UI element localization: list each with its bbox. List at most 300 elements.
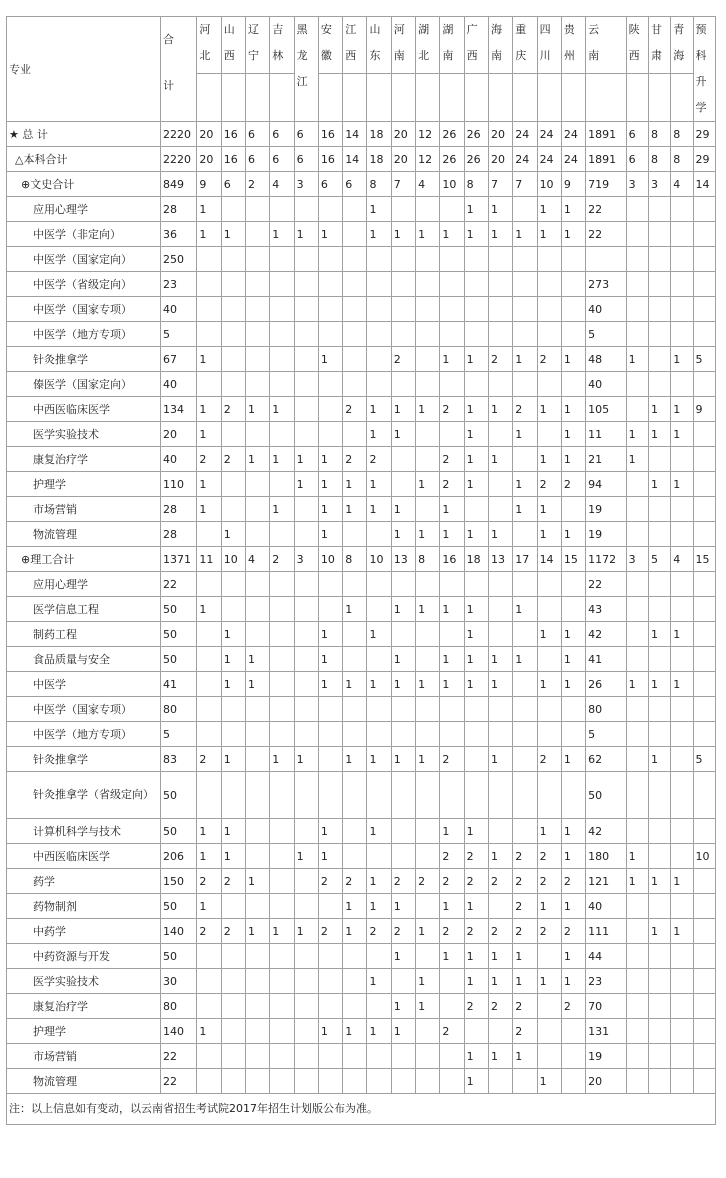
quota-cell: 1 [246, 869, 270, 894]
quota-cell: 1 [464, 647, 488, 672]
quota-cell [626, 597, 648, 622]
quota-cell [197, 1069, 221, 1094]
quota-cell [270, 247, 294, 272]
quota-cell [246, 819, 270, 844]
quota-cell: 1 [416, 672, 440, 697]
table-row [7, 347, 716, 372]
table-row [7, 497, 716, 522]
quota-cell: 2 [488, 347, 512, 372]
table-row [7, 197, 716, 222]
quota-cell [367, 944, 391, 969]
quota-cell: 1 [416, 969, 440, 994]
total-cell: 2220 [160, 147, 196, 172]
quota-cell [648, 994, 670, 1019]
quota-cell [626, 647, 648, 672]
quota-cell: 11 [197, 547, 221, 572]
province-header-char: 科 [695, 49, 707, 62]
quota-cell: 2 [464, 919, 488, 944]
quota-cell: 24 [537, 147, 561, 172]
quota-cell [671, 297, 693, 322]
province-header-char: 山 [369, 23, 381, 36]
quota-cell: 1 [246, 647, 270, 672]
quota-cell: 1 [464, 597, 488, 622]
quota-cell: 2 [416, 869, 440, 894]
table-row [7, 222, 716, 247]
quota-cell: 1 [246, 672, 270, 697]
quota-cell [626, 1019, 648, 1044]
quota-cell [318, 994, 342, 1019]
table-row [7, 322, 716, 347]
quota-cell: 1 [513, 597, 537, 622]
quota-cell [648, 647, 670, 672]
quota-cell: 1 [367, 969, 391, 994]
quota-cell: 1 [416, 919, 440, 944]
quota-cell [488, 272, 512, 297]
quota-cell: 1 [464, 622, 488, 647]
quota-cell: 1 [488, 844, 512, 869]
quota-cell: 1 [318, 819, 342, 844]
quota-cell: 7 [488, 172, 512, 197]
quota-cell: 2 [440, 747, 464, 772]
quota-cell [488, 1069, 512, 1094]
quota-cell: 1 [391, 497, 415, 522]
quota-cell [537, 247, 561, 272]
quota-cell: 1 [367, 222, 391, 247]
quota-cell: 1 [464, 347, 488, 372]
province-header-char: 辽 [248, 23, 259, 36]
quota-cell [488, 572, 512, 597]
quota-cell: 1 [197, 422, 221, 447]
table-row [7, 697, 716, 722]
major-name-cell: 物流管理 [7, 522, 161, 547]
table-row [7, 372, 716, 397]
quota-cell [561, 572, 585, 597]
quota-cell [343, 522, 367, 547]
quota-cell [648, 572, 670, 597]
quota-cell [693, 372, 716, 397]
table-row [7, 547, 716, 572]
major-name-cell: 药学 [7, 869, 161, 894]
total-cell: 28 [160, 497, 196, 522]
quota-cell [626, 522, 648, 547]
quota-cell: 2 [440, 844, 464, 869]
total-cell: 20 [160, 422, 196, 447]
quota-cell [626, 819, 648, 844]
quota-cell [294, 869, 318, 894]
major-name-cell: 中药资源与开发 [7, 944, 161, 969]
quota-cell: 1 [488, 222, 512, 247]
quota-cell: 1 [440, 672, 464, 697]
quota-cell [270, 572, 294, 597]
quota-cell [294, 944, 318, 969]
table-row [7, 597, 716, 622]
quota-cell [343, 994, 367, 1019]
quota-cell: 1 [197, 844, 221, 869]
province-header-char: 四 [539, 23, 551, 36]
quota-cell: 2 [197, 869, 221, 894]
quota-cell: 2 [488, 869, 512, 894]
quota-cell [294, 422, 318, 447]
quota-cell: 1 [537, 819, 561, 844]
quota-cell [221, 1069, 245, 1094]
quota-cell: 1 [221, 819, 245, 844]
quota-cell: 2 [197, 747, 221, 772]
quota-cell: 16 [318, 147, 342, 172]
total-cell: 206 [160, 844, 196, 869]
quota-cell [464, 372, 488, 397]
total-cell: 150 [160, 869, 196, 894]
major-name-cell: 中西医临床医学 [7, 397, 161, 422]
quota-cell: 3 [626, 172, 648, 197]
quota-cell: 1 [416, 994, 440, 1019]
quota-cell: 1 [561, 647, 585, 672]
province-header-char: 安 [320, 23, 332, 36]
quota-cell: 1 [464, 1069, 488, 1094]
province-header-char: 学 [695, 101, 707, 114]
quota-cell [367, 722, 391, 747]
quota-cell [693, 297, 716, 322]
quota-cell [197, 994, 221, 1019]
quota-cell: 1 [318, 647, 342, 672]
quota-cell [671, 994, 693, 1019]
quota-cell: 16 [440, 547, 464, 572]
quota-cell [391, 819, 415, 844]
table-row [7, 844, 716, 869]
quota-cell [197, 297, 221, 322]
quota-cell: 1 [367, 1019, 391, 1044]
quota-cell [318, 247, 342, 272]
quota-cell: 1 [270, 222, 294, 247]
quota-cell: 23 [586, 969, 627, 994]
quota-cell [586, 247, 627, 272]
quota-cell [464, 747, 488, 772]
quota-cell: 2 [513, 994, 537, 1019]
total-column-header [160, 17, 196, 122]
quota-cell [270, 772, 294, 819]
province-column-header [586, 17, 627, 122]
quota-cell: 1 [440, 944, 464, 969]
quota-cell [648, 522, 670, 547]
quota-cell: 2 [464, 994, 488, 1019]
quota-cell [513, 572, 537, 597]
quota-cell [246, 222, 270, 247]
quota-cell [648, 894, 670, 919]
quota-cell [246, 1069, 270, 1094]
quota-cell: 719 [586, 172, 627, 197]
quota-cell: 6 [221, 172, 245, 197]
quota-cell [197, 697, 221, 722]
quota-cell [537, 647, 561, 672]
total-cell: 50 [160, 894, 196, 919]
quota-cell [488, 1019, 512, 1044]
quota-cell: 1 [440, 497, 464, 522]
total-cell: 50 [160, 944, 196, 969]
quota-cell: 1 [294, 222, 318, 247]
province-header-char: 庆 [515, 49, 527, 62]
quota-cell [391, 844, 415, 869]
province-column-header [367, 17, 391, 122]
quota-cell: 1 [391, 944, 415, 969]
quota-cell: 1 [626, 447, 648, 472]
quota-cell [270, 422, 294, 447]
quota-cell: 111 [586, 919, 627, 944]
quota-cell [671, 1019, 693, 1044]
quota-cell [440, 372, 464, 397]
quota-cell [561, 272, 585, 297]
quota-cell: 1 [391, 747, 415, 772]
quota-cell: 273 [586, 272, 627, 297]
quota-cell: 2 [513, 919, 537, 944]
quota-cell [648, 247, 670, 272]
quota-cell [343, 272, 367, 297]
total-cell: 83 [160, 747, 196, 772]
quota-cell [367, 647, 391, 672]
quota-cell [464, 297, 488, 322]
quota-cell: 1 [197, 597, 221, 622]
quota-cell: 1 [391, 647, 415, 672]
total-cell: 50 [160, 622, 196, 647]
quota-cell [318, 722, 342, 747]
quota-cell: 1 [294, 844, 318, 869]
quota-cell: 20 [197, 147, 221, 172]
quota-cell [416, 372, 440, 397]
quota-cell: 1 [513, 944, 537, 969]
quota-cell: 1 [318, 1019, 342, 1044]
quota-cell [318, 944, 342, 969]
quota-cell: 41 [586, 647, 627, 672]
quota-cell: 94 [586, 472, 627, 497]
total-cell: 40 [160, 447, 196, 472]
table-row [7, 272, 716, 297]
quota-cell: 10 [367, 547, 391, 572]
quota-cell: 1 [488, 197, 512, 222]
table-row [7, 472, 716, 497]
quota-cell: 1 [561, 819, 585, 844]
quota-cell [270, 297, 294, 322]
quota-cell: 1 [671, 397, 693, 422]
quota-cell [246, 372, 270, 397]
quota-cell: 2 [537, 747, 561, 772]
quota-cell: 2 [391, 919, 415, 944]
quota-cell: 1 [367, 197, 391, 222]
quota-cell: 1 [221, 747, 245, 772]
quota-cell: 1 [440, 894, 464, 919]
quota-cell [488, 722, 512, 747]
quota-cell [537, 697, 561, 722]
quota-cell: 2 [367, 447, 391, 472]
quota-cell [513, 722, 537, 747]
province-column-header [537, 17, 561, 122]
quota-cell [671, 247, 693, 272]
quota-cell [294, 397, 318, 422]
quota-cell [270, 622, 294, 647]
quota-cell: 24 [537, 122, 561, 147]
major-name-cell: 针灸推拿学 [7, 747, 161, 772]
quota-cell [197, 322, 221, 347]
province-column-header [488, 17, 512, 122]
quota-cell [221, 322, 245, 347]
quota-cell: 1 [367, 894, 391, 919]
quota-cell [488, 597, 512, 622]
quota-cell: 1 [270, 397, 294, 422]
quota-cell: 1 [648, 672, 670, 697]
quota-cell [270, 894, 294, 919]
quota-cell [671, 944, 693, 969]
quota-cell: 2 [343, 397, 367, 422]
quota-cell [561, 697, 585, 722]
quota-cell: 1 [464, 397, 488, 422]
major-name-cell: 物流管理 [7, 1069, 161, 1094]
quota-cell: 6 [246, 122, 270, 147]
quota-cell [561, 372, 585, 397]
quota-cell [464, 1019, 488, 1044]
quota-cell: 1 [416, 522, 440, 547]
quota-cell: 26 [586, 672, 627, 697]
quota-cell [318, 894, 342, 919]
quota-cell: 42 [586, 622, 627, 647]
quota-cell: 1 [626, 869, 648, 894]
quota-cell [221, 197, 245, 222]
quota-cell [648, 197, 670, 222]
quota-cell: 1 [671, 869, 693, 894]
province-header-char: 徽 [320, 49, 332, 62]
quota-cell: 1 [537, 522, 561, 547]
quota-cell: 1 [343, 497, 367, 522]
quota-cell [440, 297, 464, 322]
quota-cell [648, 597, 670, 622]
quota-cell: 1 [440, 522, 464, 547]
quota-cell: 1 [416, 222, 440, 247]
quota-cell: 1 [671, 422, 693, 447]
province-header-char: 州 [563, 49, 575, 62]
quota-cell: 1 [648, 622, 670, 647]
quota-cell: 1 [294, 747, 318, 772]
major-name-cell: 市场营销 [7, 1044, 161, 1069]
major-name-cell: 市场营销 [7, 497, 161, 522]
quota-cell [270, 944, 294, 969]
quota-cell [513, 372, 537, 397]
quota-cell: 1 [488, 447, 512, 472]
quota-cell: 10 [440, 172, 464, 197]
quota-cell: 42 [586, 819, 627, 844]
quota-cell [221, 944, 245, 969]
quota-cell [343, 819, 367, 844]
quota-cell [416, 819, 440, 844]
quota-cell [671, 447, 693, 472]
major-name-cell: 康复治疗学 [7, 994, 161, 1019]
quota-cell [537, 1019, 561, 1044]
province-header-char: 南 [393, 49, 405, 62]
quota-cell [246, 747, 270, 772]
province-column-header [270, 17, 294, 122]
quota-cell [246, 622, 270, 647]
quota-cell [294, 497, 318, 522]
major-name-cell: 护理学 [7, 1019, 161, 1044]
province-column-header [318, 17, 342, 122]
quota-cell: 3 [648, 172, 670, 197]
quota-cell: 2 [197, 447, 221, 472]
quota-cell: 20 [586, 1069, 627, 1094]
total-cell: 80 [160, 697, 196, 722]
quota-cell [464, 322, 488, 347]
quota-cell: 2 [318, 869, 342, 894]
quota-cell [416, 894, 440, 919]
quota-cell [294, 297, 318, 322]
quota-cell [488, 894, 512, 919]
quota-cell [416, 622, 440, 647]
table-row [7, 572, 716, 597]
quota-cell [246, 597, 270, 622]
quota-cell [648, 297, 670, 322]
quota-cell [318, 422, 342, 447]
quota-cell [440, 772, 464, 819]
quota-cell [671, 1044, 693, 1069]
quota-cell [221, 422, 245, 447]
province-column-header [197, 17, 221, 122]
quota-cell [246, 722, 270, 747]
table-row [7, 247, 716, 272]
quota-cell [561, 497, 585, 522]
table-row [7, 1044, 716, 1069]
quota-cell [537, 772, 561, 819]
quota-cell: 8 [343, 547, 367, 572]
quota-cell [270, 844, 294, 869]
quota-cell [416, 647, 440, 672]
table-row [7, 944, 716, 969]
major-name-cell: 计算机科学与技术 [7, 819, 161, 844]
quota-cell [221, 772, 245, 819]
quota-cell [626, 622, 648, 647]
quota-cell: 1 [561, 672, 585, 697]
quota-cell: 2 [561, 869, 585, 894]
quota-cell: 1 [391, 672, 415, 697]
quota-cell [693, 1019, 716, 1044]
quota-cell [221, 994, 245, 1019]
quota-cell [416, 247, 440, 272]
quota-cell [391, 622, 415, 647]
quota-cell [693, 672, 716, 697]
province-header-char: 北 [418, 49, 430, 62]
quota-cell [221, 372, 245, 397]
quota-cell [391, 372, 415, 397]
table-row [7, 647, 716, 672]
quota-cell: 8 [648, 122, 670, 147]
quota-cell [391, 447, 415, 472]
quota-cell: 1 [440, 819, 464, 844]
province-header-char: 黑 [296, 23, 308, 36]
quota-cell [270, 819, 294, 844]
quota-cell [671, 772, 693, 819]
province-header-char: 北 [199, 49, 211, 62]
quota-cell: 8 [367, 172, 391, 197]
table-row [7, 122, 716, 147]
major-name-cell: ⊕文史合计 [7, 172, 161, 197]
quota-cell [270, 697, 294, 722]
quota-cell: 26 [440, 122, 464, 147]
quota-cell: 10 [693, 844, 716, 869]
province-column-header [294, 17, 318, 122]
quota-cell [693, 697, 716, 722]
quota-cell [626, 944, 648, 969]
quota-cell: 2 [440, 447, 464, 472]
quota-cell: 2 [221, 397, 245, 422]
quota-cell: 2 [488, 919, 512, 944]
quota-cell: 2 [440, 919, 464, 944]
quota-cell: 20 [488, 122, 512, 147]
quota-cell [221, 597, 245, 622]
quota-cell [440, 697, 464, 722]
quota-cell [221, 969, 245, 994]
